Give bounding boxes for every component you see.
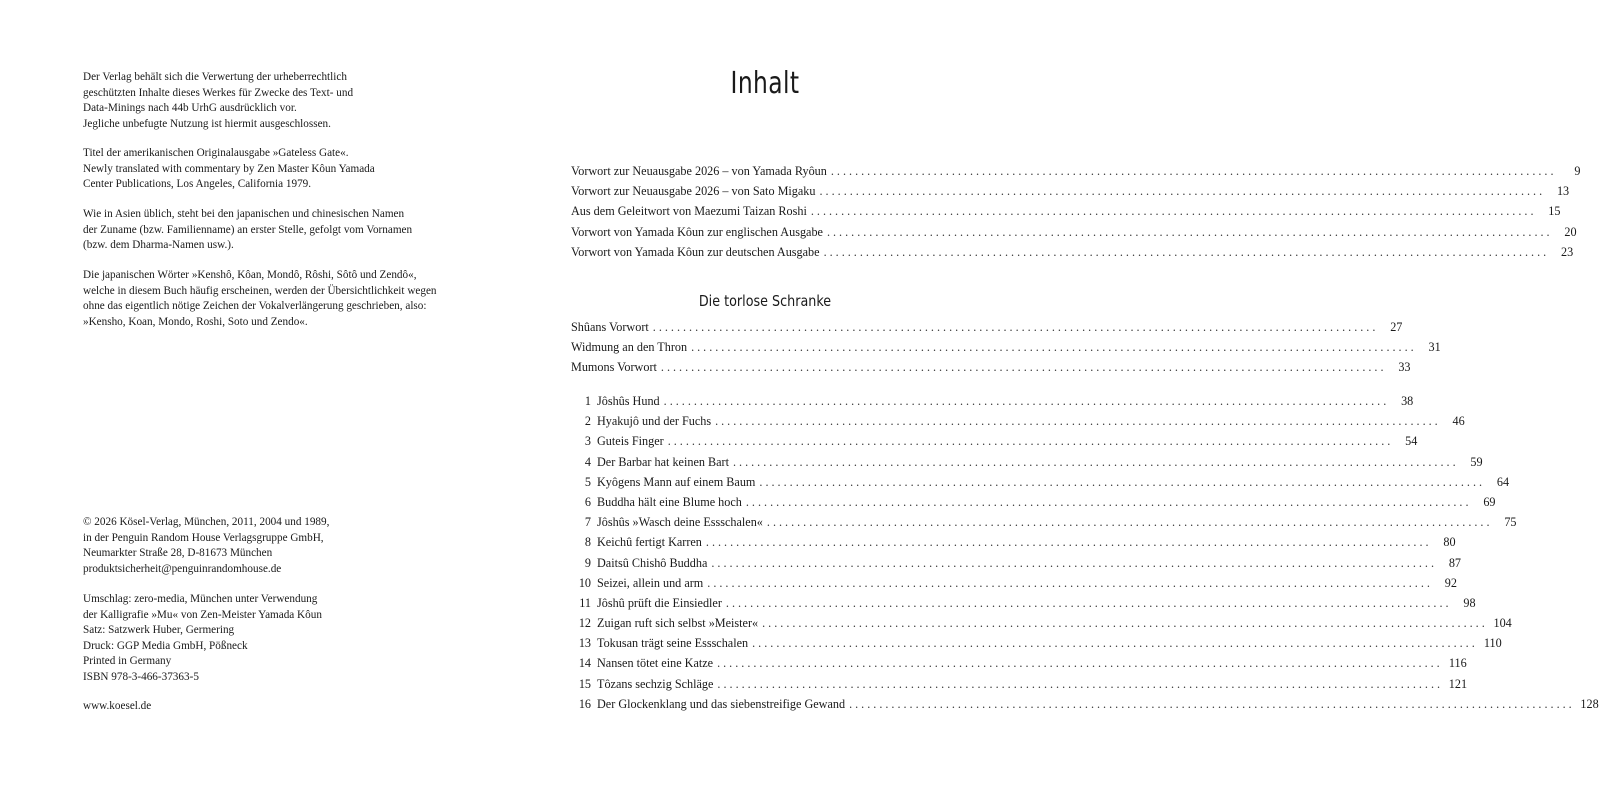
page-number: 33 — [1398, 360, 1411, 375]
toc-heading: Inhalt — [730, 66, 800, 101]
page-number: 98 — [1463, 595, 1476, 610]
text-line: Jegliche unbefugte Nutzung ist hiermit ausgeschlossen. — [83, 117, 331, 130]
toc-forewords — [571, 161, 1581, 262]
chapter-number: 13 — [578, 636, 591, 651]
chapter-number: 15 — [578, 676, 591, 691]
toc-entry[interactable] — [571, 674, 1468, 694]
toc-entry[interactable] — [571, 553, 1461, 573]
names-note — [83, 207, 483, 254]
text-line: in der Penguin Random House Verlagsgruppe GmbH, — [83, 531, 324, 544]
toc-entry-title: Vorwort von Yamada Kôun zur deutschen Ausgabe — [571, 244, 820, 259]
toc-entry[interactable] — [571, 411, 1465, 431]
leader-dots: ........................................................................................................................ — [819, 184, 1546, 199]
page-number: 31 — [1428, 340, 1441, 355]
production-credits — [83, 592, 483, 686]
toc-entry[interactable] — [571, 317, 1403, 337]
toc-entry[interactable] — [571, 472, 1510, 492]
leader-dots: ........................................................................................................................ — [752, 636, 1478, 651]
leader-dots: ........................................................................................................................ — [823, 244, 1550, 259]
leader-dots: ........................................................................................................................ — [766, 515, 1493, 530]
text-line: www.koesel.de — [83, 700, 152, 712]
toc-entry-title: Buddha hält eine Blume hoch — [597, 494, 742, 509]
leader-dots: ........................................................................................................................ — [663, 394, 1390, 408]
toc-entry[interactable] — [571, 492, 1496, 512]
toc-entry[interactable] — [571, 593, 1476, 613]
toc-entry-title: Jôshûs Hund — [597, 394, 660, 408]
toc-entry-title: Jôshûs »Wasch deine Essschalen« — [597, 515, 763, 530]
chapter-number: 5 — [584, 474, 591, 489]
copyright-note — [83, 515, 483, 577]
toc-prefaces — [571, 317, 1441, 378]
toc-entry[interactable] — [571, 357, 1411, 377]
leader-dots: ........................................................................................................................ — [652, 320, 1379, 334]
text-line: © 2026 Kösel-Verlag, München, 2011, 2004 und 1989, — [83, 516, 330, 528]
leader-dots: ........................................................................................................................ — [830, 164, 1557, 178]
text-line: Printed in Germany — [83, 655, 172, 668]
page-number: 27 — [1390, 320, 1403, 334]
page-number: 104 — [1493, 616, 1512, 631]
page-number: 64 — [1496, 474, 1510, 489]
leader-dots: ........................................................................................................................ — [711, 555, 1437, 570]
toc-entry-title: Tôzans sechzig Schläge — [597, 676, 714, 691]
toc-entry-title: Der Barbar hat keinen Bart — [597, 454, 729, 469]
page-number: 20 — [1564, 224, 1577, 239]
toc-entry[interactable] — [571, 694, 1599, 714]
chapter-number: 3 — [584, 434, 591, 449]
toc-entry[interactable] — [571, 573, 1457, 593]
page-number: 75 — [1504, 515, 1517, 530]
text-line: Newly translated with commentary by Zen Master Kôun Yamada — [83, 162, 375, 175]
text-line: Druck: GGP Media GmbH, Pößneck — [83, 639, 248, 652]
page-number: 87 — [1448, 555, 1461, 570]
chapter-number: 16 — [578, 696, 591, 711]
chapter-number: 12 — [578, 616, 591, 631]
page-number: 121 — [1448, 676, 1468, 691]
toc-entry[interactable] — [571, 201, 1561, 221]
toc-entry-title: Seizei, allein und arm — [597, 575, 704, 590]
toc-entry-title: Hyakujô und der Fuchs — [597, 414, 712, 429]
leader-dots: ........................................................................................................................ — [667, 434, 1394, 449]
words-note — [83, 268, 483, 330]
text-line: (bzw. dem Dharma-Namen usw.). — [83, 239, 234, 252]
chapter-number: 4 — [584, 454, 591, 469]
original-title-note — [83, 146, 483, 193]
text-line: Satz: Satzwerk Huber, Germering — [83, 624, 235, 637]
toc-entry[interactable] — [571, 653, 1467, 673]
page-number: 116 — [1448, 656, 1467, 671]
text-line: Die japanischen Wörter »Kenshô, Kôan, Mondô, Rôshi, Sôtô und Zendô«, — [83, 269, 417, 281]
leader-dots: ........................................................................................................................ — [715, 414, 1441, 429]
toc-entry[interactable] — [571, 431, 1418, 451]
toc-entry[interactable] — [571, 181, 1570, 201]
text-line: Titel der amerikanischen Originalausgabe »Gateless Gate«. — [83, 147, 349, 159]
leader-dots: ........................................................................................................................ — [759, 474, 1486, 489]
toc-entry[interactable] — [571, 512, 1517, 532]
page-number: 69 — [1483, 494, 1496, 509]
text-line: Center Publications, Los Angeles, California 1979. — [83, 178, 312, 191]
right-page — [510, 0, 1599, 812]
text-line: »Kensho, Koan, Mondo, Roshi, Soto und Zendo«. — [83, 315, 308, 328]
toc-entry[interactable] — [571, 633, 1502, 653]
chapter-number: 9 — [584, 555, 591, 570]
leader-dots: ........................................................................................................................ — [705, 535, 1432, 550]
toc-entry-title: Tokusan trägt seine Essschalen — [597, 636, 749, 651]
text-line: welche in diesem Buch häufig erscheinen, werden der Übersichtlichkeit wegen — [83, 284, 437, 297]
page-number: 92 — [1444, 575, 1457, 590]
page-number: 13 — [1556, 184, 1570, 199]
toc-entry-title: Zuigan ruft sich selbst »Meister« — [597, 616, 759, 631]
toc-entry-title: Keichû fertigt Karren — [597, 535, 702, 550]
chapter-number: 6 — [584, 494, 591, 509]
publisher-website — [83, 699, 483, 715]
chapter-number: 2 — [584, 414, 591, 429]
text-line: Der Verlag behält sich die Verwertung der urheberrechtlich — [83, 71, 347, 83]
toc-entry-title: Guteis Finger — [597, 434, 664, 449]
left-page — [0, 0, 510, 812]
imprint-notice — [83, 70, 483, 132]
page-number: 80 — [1443, 535, 1456, 550]
text-line: geschützten Inhalte dieses Werkes für Zwecke des Text- und — [83, 86, 354, 99]
toc-entry[interactable] — [571, 613, 1512, 633]
toc-entry-title: Vorwort von Yamada Kôun zur englischen Ausgabe — [571, 224, 823, 239]
toc-entry-title: Der Glockenklang und das siebenstreifige Gewand — [597, 696, 846, 711]
toc-entry-title: Nansen tötet eine Katze — [597, 656, 714, 671]
toc-entry-title: Widmung an den Thron — [571, 340, 688, 355]
chapter-number: 7 — [584, 515, 591, 530]
toc-entry[interactable] — [571, 242, 1574, 262]
leader-dots: ........................................................................................................................ — [707, 575, 1433, 590]
leader-dots: ........................................................................................................................ — [717, 656, 1443, 671]
toc-entry-title: Mumons Vorwort — [571, 360, 657, 375]
leader-dots: ........................................................................................................................ — [745, 494, 1472, 509]
leader-dots: ........................................................................................................................ — [717, 676, 1444, 691]
toc-entry[interactable] — [571, 391, 1414, 411]
leader-dots: ........................................................................................................................ — [725, 595, 1452, 610]
toc-entry-title: Daitsû Chishô Buddha — [597, 555, 708, 570]
toc-entry[interactable] — [571, 532, 1456, 552]
toc-entry-title: Kyôgens Mann auf einem Baum — [597, 474, 756, 489]
toc-entry[interactable] — [571, 337, 1441, 357]
page-number: 46 — [1452, 414, 1465, 429]
toc-entry[interactable] — [571, 222, 1577, 242]
toc-entry-title: Aus dem Geleitwort von Maezumi Taizan Roshi — [571, 204, 807, 219]
section-title: Die torlose Schranke — [698, 292, 832, 310]
text-line: produktsicherheit@penguinrandomhouse.de — [83, 562, 282, 575]
leader-dots: ........................................................................................................................ — [849, 696, 1575, 711]
toc-entry-title: Vorwort zur Neuausgabe 2026 – von Sato Migaku — [571, 184, 816, 199]
page-number: 54 — [1405, 434, 1418, 449]
chapter-number: 14 — [578, 656, 591, 671]
chapter-number: 1 — [584, 394, 591, 408]
chapter-number: 10 — [578, 575, 591, 590]
text-line: Data-Minings nach 44b UrhG ausdrücklich vor. — [83, 102, 297, 115]
page-number: 9 — [1574, 164, 1581, 178]
page-number: 59 — [1470, 454, 1483, 469]
chapter-number: 8 — [584, 535, 591, 550]
page-number: 128 — [1580, 696, 1599, 711]
toc-entry-title: Jôshû prüft die Einsiedler — [597, 595, 722, 610]
text-line: der Kalligrafie »Mu« von Zen-Meister Yamada Kôun — [83, 608, 322, 621]
toc-entry-title: Shûans Vorwort — [571, 320, 649, 334]
text-line: Neumarkter Straße 28, D-81673 München — [83, 547, 273, 560]
page-number: 38 — [1401, 394, 1414, 408]
page-number: 15 — [1548, 204, 1561, 219]
page-number: 23 — [1561, 244, 1574, 259]
leader-dots: ........................................................................................................................ — [691, 340, 1417, 355]
text-line: Wie in Asien üblich, steht bei den japanischen und chinesischen Namen — [83, 208, 405, 220]
toc-entry[interactable] — [571, 161, 1581, 181]
text-line: ISBN 978-3-466-37363-5 — [83, 670, 199, 683]
toc-cases — [571, 391, 1599, 714]
page-number: 110 — [1483, 636, 1502, 651]
toc-entry-title: Vorwort zur Neuausgabe 2026 – von Yamada Ryôun — [571, 164, 827, 178]
toc-entry[interactable] — [571, 452, 1483, 472]
leader-dots: ........................................................................................................................ — [660, 360, 1387, 375]
text-line: der Zuname (bzw. Familienname) an erster Stelle, gefolgt vom Vornamen — [83, 223, 413, 236]
text-line: ohne das eigentlich nötige Zeichen der Vokalverlängerung geschrieben, also: — [83, 300, 427, 313]
leader-dots: ........................................................................................................................ — [762, 616, 1488, 631]
leader-dots: ........................................................................................................................ — [826, 224, 1553, 239]
chapter-number: 11 — [579, 595, 591, 610]
leader-dots: ........................................................................................................................ — [810, 204, 1537, 219]
text-line: Umschlag: zero-media, München unter Verwendung — [83, 593, 318, 605]
leader-dots: ........................................................................................................................ — [732, 454, 1459, 469]
